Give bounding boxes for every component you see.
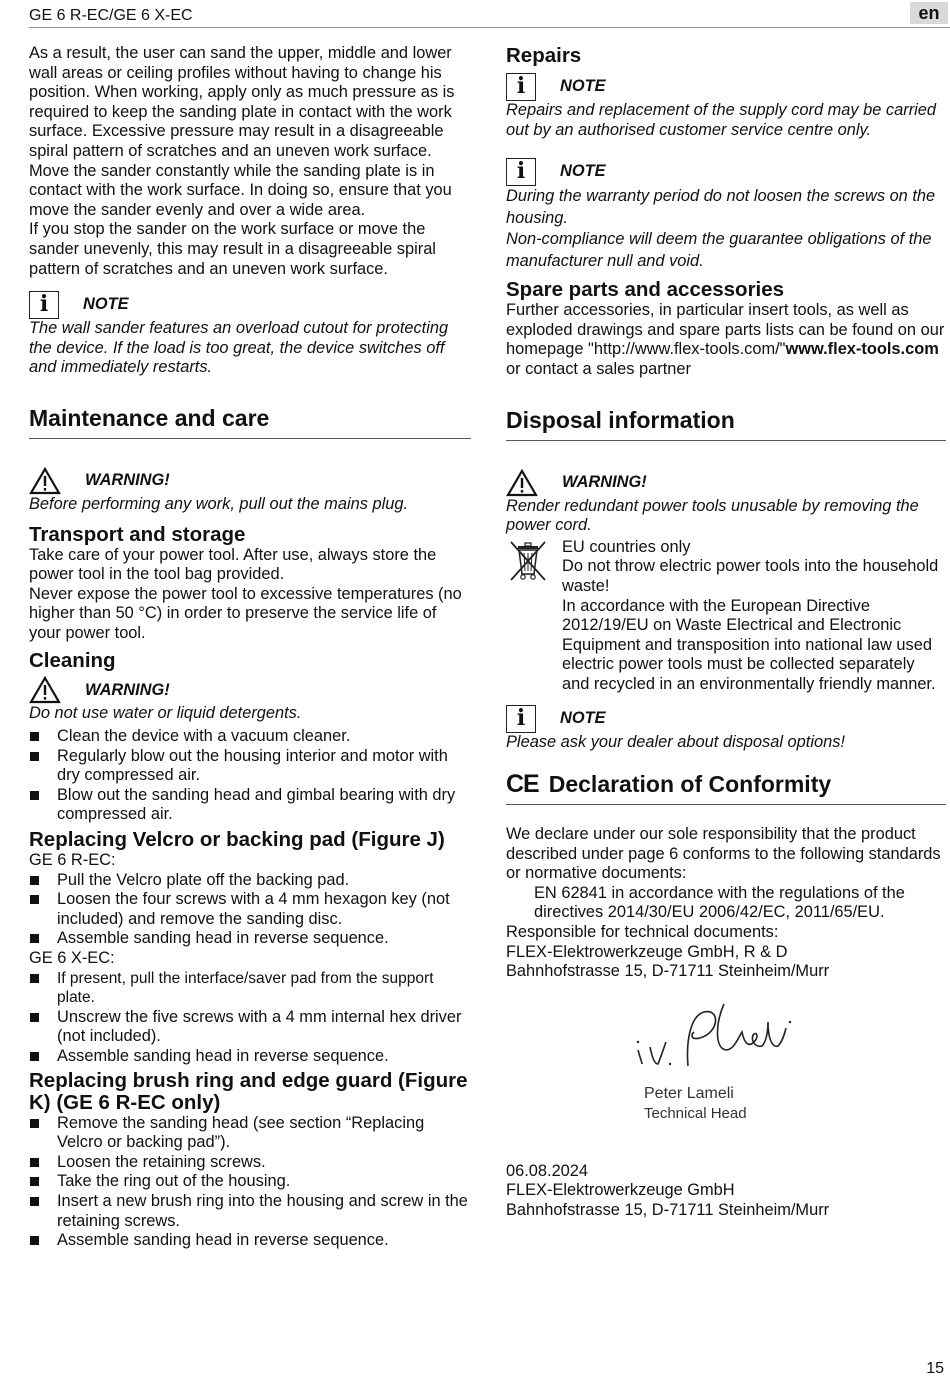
conformity-heading: Declaration of Conformity: [548, 771, 832, 798]
warning-text: Do not use water or liquid detergents.: [29, 704, 302, 723]
transport-heading: Transport and storage: [29, 522, 246, 546]
note-label: NOTE: [560, 162, 606, 181]
model-label: GE 6 X-EC:: [29, 949, 115, 967]
intro-paragraph: Move the sander constantly while the sanding plate is in contact with the work surface. In doing so, ensure that you move the sander evenly and over a wide area.: [29, 161, 452, 219]
model-label: GE 6 R-EC:: [29, 851, 116, 870]
conformity-paragraph: We declare under our sole responsibility that the product described under page 6 conforms to the following standards or normative documents:: [506, 825, 941, 883]
conformity-heading-row: [506, 770, 946, 805]
velcro-heading: Replacing Velcro or backing pad (Figure J): [29, 828, 445, 852]
language-badge: en: [910, 2, 948, 24]
spare-parts-heading: Spare parts and accessories: [506, 278, 785, 302]
crossed-out-bin-icon: [506, 538, 550, 582]
eu-paragraph: In accordance with the European Directive 2012/19/EU on Waste Electrical and Electronic Equipment and transposition into national law used electric power tools must be collected separately and recycled in an environmentally friendly manner.: [562, 596, 936, 693]
list-item: If present, pull the interface/saver pad from the support plate.: [29, 969, 471, 1008]
list-item: Unscrew the five screws with a 4 mm internal hex driver (not included).: [29, 1008, 471, 1047]
warning-icon: [29, 467, 61, 495]
signatory-name: Peter Lameli: [644, 1084, 734, 1102]
cleaning-list: [29, 727, 471, 825]
brush-heading: Replacing brush ring and edge guard (Figure K) (GE 6 R-EC only): [29, 1068, 468, 1114]
intro-paragraph: As a result, the user can sand the upper, middle and lower wall areas or ceiling profiles without having to change his position. When working, apply only as much pressure as is required to keep the sanding plate in contact with the work surface. Excessive pressure may result in a disagreeable spiral pattern of scratches and an uneven work surface.: [29, 44, 455, 160]
info-icon: i: [506, 158, 536, 186]
note-text: Please ask your dealer about disposal options!: [506, 732, 845, 751]
weee-text: [562, 538, 946, 695]
warning-label: WARNING!: [85, 680, 170, 699]
note-notice: [506, 705, 946, 733]
responsible-line: Bahnhofstrasse 15, D-71711 Steinheim/Murr: [506, 962, 830, 981]
warning-label: WARNING!: [562, 472, 647, 491]
warning-label: WARNING!: [85, 471, 170, 490]
header-title: GE 6 R-EC/GE 6 X-EC: [29, 7, 193, 24]
note-text: Non-compliance will deem the guarantee obligations of the manufacturer null and void.: [506, 230, 932, 270]
page-number: 15: [926, 1360, 944, 1377]
website-link[interactable]: www.flex-tools.com: [785, 340, 939, 359]
list-item: Insert a new brush ring into the housing and screw in the retaining screws.: [29, 1192, 471, 1231]
brush-steps-list: [29, 1114, 471, 1251]
note-text: During the warranty period do not loosen the screws on the housing.: [506, 187, 936, 227]
list-item: Blow out the sanding head and gimbal bearing with dry compressed air.: [29, 786, 471, 825]
info-icon: i: [506, 705, 536, 733]
handwritten-signature: [630, 992, 800, 1082]
warning-notice: [506, 469, 946, 497]
eu-paragraph: Do not throw electric power tools into the household waste!: [562, 557, 939, 595]
xec-steps-list: [29, 969, 471, 1067]
list-item: Loosen the four screws with a 4 mm hexagon key (not included) and remove the sanding disc.: [29, 890, 471, 929]
warning-notice: [29, 676, 471, 704]
note-notice: [506, 73, 946, 101]
ce-mark-icon: CE: [506, 770, 539, 799]
list-item: Pull the Velcro plate off the backing pad.: [29, 871, 471, 891]
list-item: Remove the sanding head (see section “Replacing Velcro or backing pad”).: [29, 1114, 471, 1153]
header-rule: [29, 27, 950, 28]
list-item: Assemble sanding head in reverse sequence.: [29, 1047, 471, 1067]
info-icon: i: [506, 73, 536, 101]
note-text: The wall sander features an overload cutout for protecting the device. If the load is too great, the device switches off and immediately restarts.: [29, 319, 449, 377]
eu-only-label: EU countries only: [562, 537, 691, 556]
warning-icon: [29, 676, 61, 704]
transport-paragraph: Never expose the power tool to excessive temperatures (no higher than 50 °C) in order to preserve the service life of your power tool.: [29, 584, 462, 642]
warning-icon: [506, 469, 538, 497]
intro-paragraph: If you stop the sander on the work surface or move the sander unevenly, this may result in a disagreeable spiral pattern of scratches and an uneven work surface.: [29, 220, 436, 278]
repairs-heading: Repairs: [506, 44, 582, 67]
note-text: Repairs and replacement of the supply cord may be carried out by an authorised customer service centre only.: [506, 101, 937, 139]
list-item: Loosen the retaining screws.: [29, 1153, 471, 1173]
note-notice: [506, 158, 946, 186]
warning-text: Render redundant power tools unusable by removing the power cord.: [506, 496, 919, 535]
list-item: Assemble sanding head in reverse sequence.: [29, 1231, 471, 1251]
page-header: [0, 0, 950, 30]
info-icon: i: [29, 291, 59, 319]
list-item: Regularly blow out the housing interior and motor with dry compressed air.: [29, 747, 471, 786]
list-item: Clean the device with a vacuum cleaner.: [29, 727, 471, 747]
warning-text: Before performing any work, pull out the mains plug.: [29, 494, 409, 513]
signature-block: [506, 982, 946, 1132]
standards-text: EN 62841 in accordance with the regulations of the directives 2014/30/EU 2006/42/EC, 2011/65/EU.: [534, 883, 905, 922]
weee-block: [506, 538, 946, 695]
list-item: Take the ring out of the housing.: [29, 1172, 471, 1192]
note-label: NOTE: [83, 295, 129, 314]
footer-company: FLEX-Elektrowerkzeuge GmbH: [506, 1181, 735, 1200]
footer-date: 06.08.2024: [506, 1161, 589, 1180]
signatory-role: Technical Head: [644, 1104, 747, 1122]
rec-steps-list: [29, 871, 471, 949]
transport-paragraph: Take care of your power tool. After use, always store the power tool in the tool bag provided.: [29, 545, 437, 584]
spare-parts-paragraph: Further accessories, in particular insert tools, as well as exploded drawings and spare parts lists can be found on our homepage "http://www.flex-tools.com/"www.flex-tools.com or contact a sales partner: [506, 301, 945, 378]
warning-notice: [29, 467, 471, 495]
left-column: [29, 44, 471, 1251]
right-column: [506, 44, 946, 1221]
note-label: NOTE: [560, 708, 606, 727]
list-item: Assemble sanding head in reverse sequence.: [29, 929, 471, 949]
responsible-line: Responsible for technical documents:: [506, 923, 779, 942]
cleaning-heading: Cleaning: [29, 649, 116, 673]
maintenance-heading: Maintenance and care: [29, 404, 471, 439]
disposal-heading: Disposal information: [506, 406, 946, 441]
note-label: NOTE: [560, 77, 606, 96]
responsible-line: FLEX-Elektrowerkzeuge GmbH, R & D: [506, 942, 788, 961]
footer-address: Bahnhofstrasse 15, D-71711 Steinheim/Murr: [506, 1201, 830, 1220]
note-notice: [29, 291, 471, 319]
